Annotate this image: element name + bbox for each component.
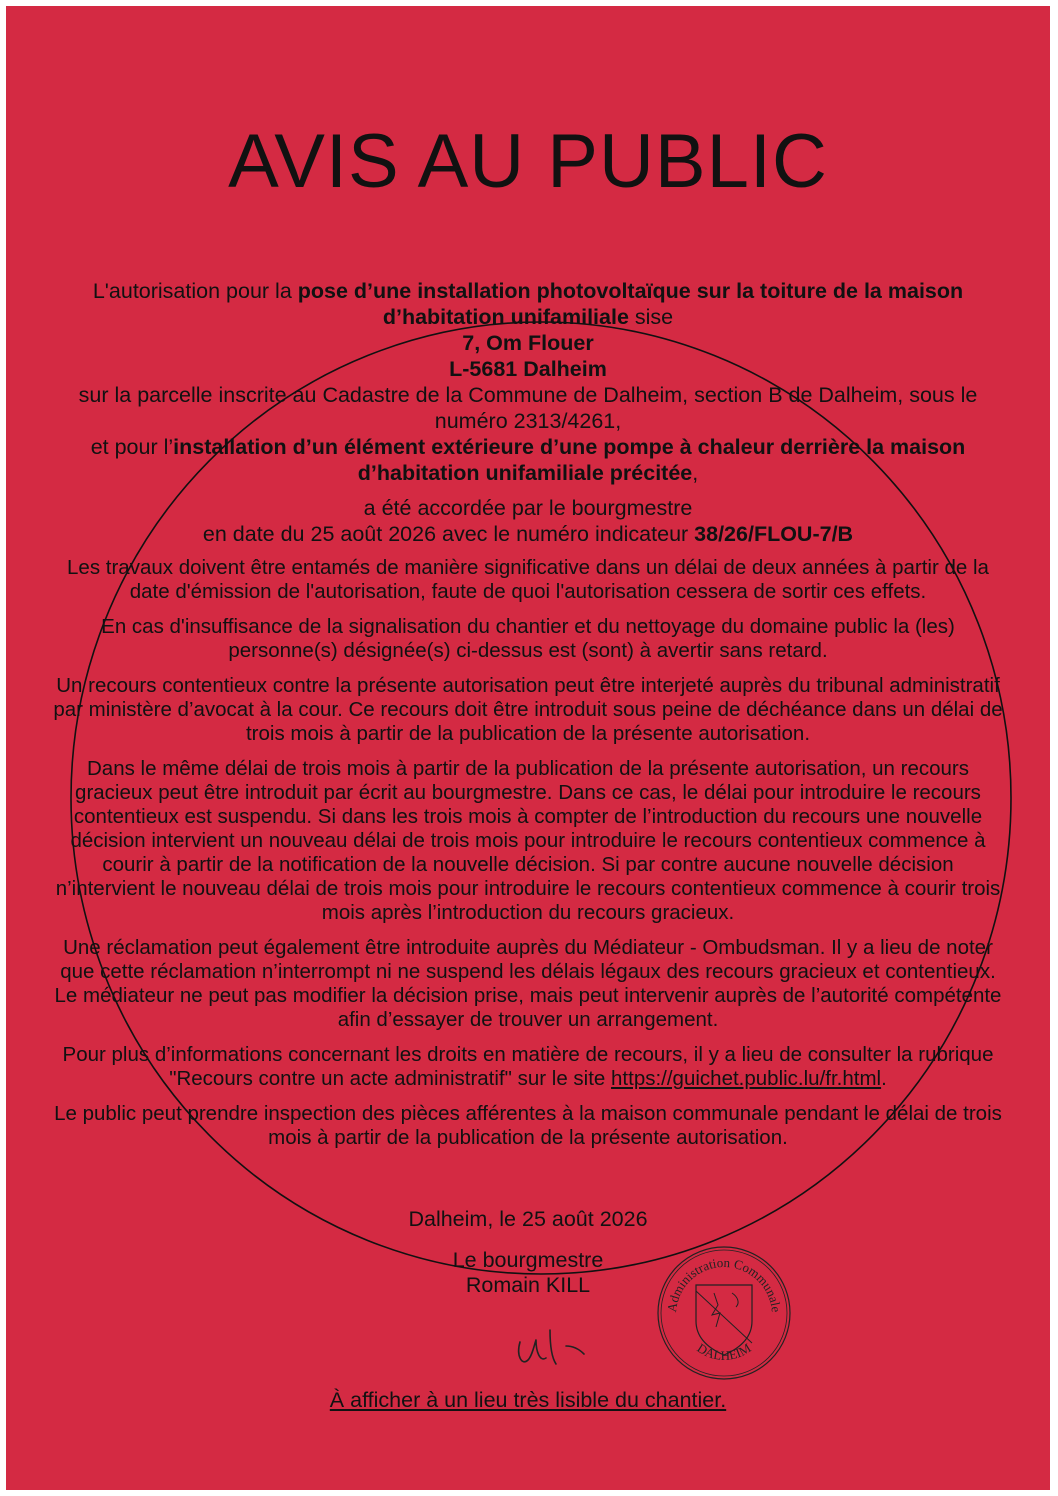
signer-block: [6, 1248, 1050, 1298]
handwritten-signature: [506, 1316, 626, 1376]
seal-bottom-text: DALHEIM: [694, 1340, 754, 1364]
second-object-line: [52, 434, 1004, 486]
seal-top-text: Administration Communale: [663, 1254, 784, 1314]
intro-text-1: L'autorisation pour la: [92, 279, 298, 303]
notice-body: [52, 278, 1004, 1150]
signer-role: Le bourgmestre: [452, 1248, 604, 1272]
svg-text:DALHEIM: [694, 1340, 753, 1363]
paragraph-signalisation: En cas d'insuffisance de la signalisation du chantier et du nettoyage du domaine public la (les) personne(s) désignée(s) ci-dessus est (sont) à avertir sans retard.: [101, 615, 955, 662]
paragraph-recours-contentieux: Un recours contentieux contre la présente autorisation peut être interjeté auprès du tribunal administratif par ministère d’avocat à la cour. Ce recours doit être introduit sous peine de déchéance dans un délai de trois mois à partir de la publication de la présente autorisation.: [53, 674, 1003, 745]
address-line-1: [52, 330, 1004, 356]
paragraph-inspection: Le public peut prendre inspection des pièces afférentes à la maison communale pendant le délai de trois mois à partir de la publication de la présente autorisation.: [54, 1102, 1002, 1149]
paragraph-informations: [52, 1043, 1004, 1091]
date-reference-line: [52, 521, 1004, 547]
address-street: 7, Om Flouer: [462, 331, 594, 355]
info-end: .: [881, 1067, 887, 1090]
address-line-2: [52, 356, 1004, 382]
reference-number: 38/26/FLOU-7/B: [694, 522, 854, 546]
paragraph-mediateur: Une réclamation peut également être introduite auprès du Médiateur - Ombudsman. Il y a lieu de noter que cette réclamation n’interrompt ni ne suspend les délais légaux des recours gracieux et contentieux. Le médiateur ne peut pas modifier la décision prise, mais peut intervenir auprès de l’autorité compétente afin d’essayer de trouver un arrangement.: [54, 936, 1002, 1031]
info-text: Pour plus d’informations concernant les droits en matière de recours, il y a lieu de consulter la rubrique "Recours contre un acte administratif" sur le site: [62, 1043, 994, 1090]
footer-instruction: À afficher à un lieu très lisible du chantier.: [329, 1388, 727, 1412]
guichet-link[interactable]: https://guichet.public.lu/fr.html: [611, 1067, 882, 1090]
municipal-seal: [654, 1243, 794, 1383]
paragraph-validity: Les travaux doivent être entamés de manière significative dans un délai de deux années à partir de la date d'émission de l'autorisation, faute de quoi l'autorisation cessera de sortir ces effets.: [67, 556, 989, 603]
intro-paragraph: [52, 278, 1004, 330]
intro-bold-1: pose d’une installation photovoltaïque sur la toiture de la maison d’habitation unifamiliale: [297, 279, 964, 329]
paragraph-recours-gracieux: Dans le même délai de trois mois à partir de la publication de la présente autorisation, un recours gracieux peut être introduit par écrit au bourgmestre. Dans ce cas, le délai pour introduire le recours contentieux est suspendu. Si dans les trois mois à compter de l’introduction du recours une nouvelle décision intervient un nouveau délai de trois mois pour introduire le recours contentieux commence à courir à partir de la notification de la nouvelle décision. Si par contre aucune nouvelle décision n’intervient le nouveau délai de trois mois pour introduire le recours contentieux commence à courir trois mois après l’introduction du recours gracieux.: [55, 757, 1001, 924]
intro-bold-2: installation d’un élément extérieure d’une pompe à chaleur derrière la maison d’habitation unifamiliale précitée: [173, 435, 966, 485]
notice-page: [6, 6, 1050, 1490]
intro-text-4: ,: [692, 461, 699, 485]
date-prefix: en date du 25 août 2026 avec le numéro indicateur: [202, 522, 695, 546]
place-date: Dalheim, le 25 août 2026: [408, 1207, 648, 1231]
cadastre-line: sur la parcelle inscrite au Cadastre de la Commune de Dalheim, section B de Dalheim, sous le numéro 2313/4261,: [78, 383, 978, 433]
page-title: AVIS AU PUBLIC: [228, 119, 828, 204]
address-city: L-5681 Dalheim: [449, 357, 607, 381]
granted-line: a été accordée par le bourgmestre: [363, 496, 693, 520]
svg-text:Administration Communale: [664, 1255, 784, 1313]
intro-text-2: sise: [628, 305, 674, 329]
intro-text-3: et pour l’: [90, 435, 174, 459]
signer-name: Romain KILL: [465, 1273, 591, 1297]
